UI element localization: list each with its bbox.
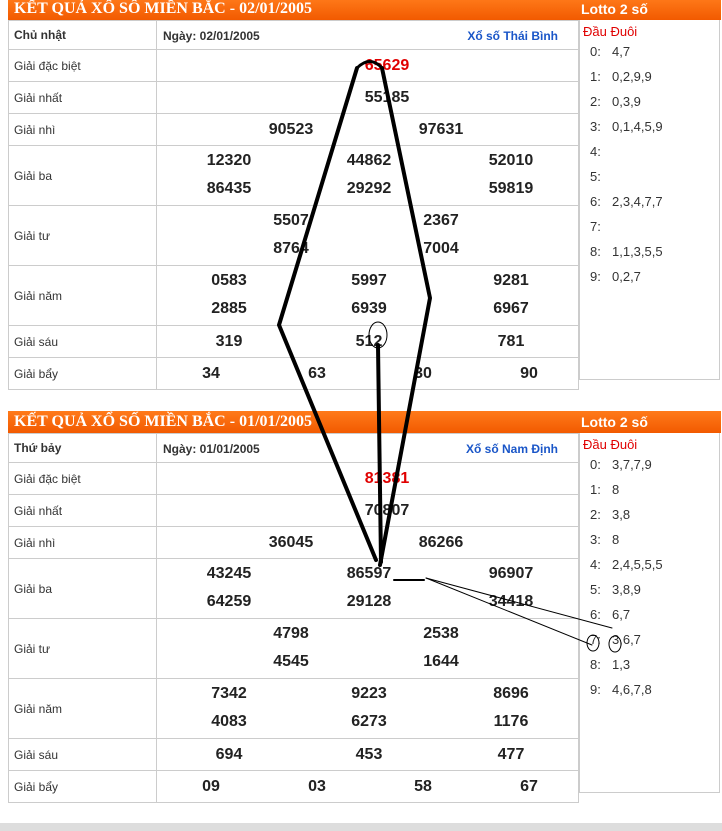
- prize-number: 34: [202, 365, 220, 382]
- special-prize-numbers: [157, 50, 579, 82]
- lotto-row: [580, 477, 719, 502]
- date-province: [157, 434, 579, 463]
- lotto-row: [580, 239, 719, 264]
- prize-number: 6967: [493, 300, 529, 317]
- lotto-head: 4:: [590, 557, 601, 572]
- lotto-row: [580, 139, 719, 164]
- lotto-tails: 0,2,7: [612, 269, 641, 284]
- third-prize-row: [9, 559, 579, 619]
- fifth-prize-label: Giải năm: [9, 266, 157, 326]
- date-province: [157, 21, 579, 50]
- prize-number: 8764: [273, 240, 309, 257]
- fourth-prize-numbers: [157, 619, 579, 679]
- lotto-head: 1:: [590, 482, 601, 497]
- lotto-head: 8:: [590, 657, 601, 672]
- lotto-row: [580, 652, 719, 677]
- prize-number: 30: [414, 365, 432, 382]
- lotto-row: [580, 552, 719, 577]
- lotto-head: 5:: [590, 169, 601, 184]
- prize-number: 86266: [418, 534, 464, 551]
- first-prize-label: Giải nhất: [9, 495, 157, 527]
- special-prize-row: [9, 463, 579, 495]
- lotto-row: [580, 502, 719, 527]
- lotto-head: 3:: [590, 119, 601, 134]
- seventh-prize-label: Giải bẩy: [9, 771, 157, 803]
- lotto-row: [580, 39, 719, 64]
- prize-number: 59819: [488, 180, 534, 197]
- first-prize-numbers: [157, 82, 579, 114]
- lotto-row: [580, 452, 719, 477]
- prize-number: 7004: [423, 240, 459, 257]
- lotto-head: 6:: [590, 607, 601, 622]
- third-prize-row: [9, 146, 579, 206]
- prize-number: 2367: [423, 212, 459, 229]
- lotto-head: 9:: [590, 269, 601, 284]
- fifth-prize-row: [9, 266, 579, 326]
- seventh-prize-label: Giải bẩy: [9, 358, 157, 390]
- sixth-prize-numbers: [157, 739, 579, 771]
- prize-number: 29292: [346, 180, 392, 197]
- day-label: Thứ bảy: [9, 434, 157, 463]
- seventh-prize-row: [9, 358, 579, 390]
- lotto-tails: 2,4,5,5,5: [612, 557, 663, 572]
- results-table: [8, 433, 579, 803]
- first-prize-label: Giải nhất: [9, 82, 157, 114]
- date-label: Ngày: 02/01/2005: [163, 29, 260, 43]
- second-prize-numbers: [157, 114, 579, 146]
- prize-number: 2538: [423, 625, 459, 642]
- prize-number: 6939: [351, 300, 387, 317]
- third-prize-numbers: [157, 146, 579, 206]
- result-title: KẾT QUẢ XỔ SỐ MIỀN BẮC - 02/01/2005: [14, 0, 312, 17]
- prize-number: 4545: [273, 653, 309, 670]
- province-link[interactable]: Xổ số Nam Định: [465, 442, 558, 456]
- second-prize-row: [9, 527, 579, 559]
- lotto-tails: 3,8: [612, 507, 631, 522]
- prize-number: 4798: [273, 625, 309, 642]
- result-header: [8, 411, 721, 433]
- lotto-tails: 3,7,7,9: [612, 457, 652, 472]
- lotto-head: 0:: [590, 44, 601, 59]
- first-prize-row: [9, 495, 579, 527]
- lotto-head: 9:: [590, 682, 601, 697]
- prize-number: 86597: [346, 565, 392, 582]
- prize-number: 8696: [493, 685, 529, 702]
- prize-number: 2885: [211, 300, 247, 317]
- lotto-panel: [579, 433, 720, 793]
- prize-number: 36045: [268, 534, 314, 551]
- lotto-tails: 3,6,7: [612, 632, 641, 647]
- lotto-tails: 2,3,4,7,7: [612, 194, 663, 209]
- sixth-prize-numbers: [157, 326, 579, 358]
- prize-number: 7342: [211, 685, 247, 702]
- lotto-row: [580, 677, 719, 702]
- second-prize-label: Giải nhì: [9, 114, 157, 146]
- fourth-prize-row: [9, 206, 579, 266]
- lotto-row: [580, 89, 719, 114]
- prize-number: 90: [520, 365, 538, 382]
- prize-number: 9223: [351, 685, 387, 702]
- prize-number: 52010: [488, 152, 534, 169]
- lotto-head: 4:: [590, 144, 601, 159]
- lotto-row: [580, 214, 719, 239]
- second-prize-numbers: [157, 527, 579, 559]
- seventh-prize-numbers: [157, 358, 579, 390]
- fourth-prize-numbers: [157, 206, 579, 266]
- lotto-title: Lotto 2 số: [581, 414, 648, 430]
- lotto-head: 0:: [590, 457, 601, 472]
- prize-number: 5507: [273, 212, 309, 229]
- prize-number: 81381: [364, 470, 410, 487]
- prize-number: 63: [308, 365, 326, 382]
- prize-number: 781: [497, 333, 525, 350]
- lotto-row: [580, 627, 719, 652]
- prize-number: 0583: [211, 272, 247, 289]
- lotto-head: 2:: [590, 507, 601, 522]
- lotto-tails: 0,2,9,9: [612, 69, 652, 84]
- special-prize-label: Giải đặc biệt: [9, 463, 157, 495]
- lotto-title: Lotto 2 số: [581, 1, 648, 17]
- prize-number: 12320: [206, 152, 252, 169]
- info-row: [9, 434, 579, 463]
- prize-number: 97631: [418, 121, 464, 138]
- lotto-row: [580, 189, 719, 214]
- lotto-tails: 4,6,7,8: [612, 682, 652, 697]
- prize-number: 90523: [268, 121, 314, 138]
- lotto-head: 2:: [590, 94, 601, 109]
- result-header: [8, 0, 721, 20]
- prize-number: 86435: [206, 180, 252, 197]
- special-prize-numbers: [157, 463, 579, 495]
- second-prize-row: [9, 114, 579, 146]
- lotto-row: [580, 264, 719, 289]
- prize-number: 1644: [423, 653, 459, 670]
- prize-number: 65629: [364, 57, 410, 74]
- prize-number: 1176: [493, 713, 529, 730]
- prize-number: 6273: [351, 713, 387, 730]
- prize-number: 58: [414, 778, 432, 795]
- lotto-tails: 8: [612, 482, 620, 497]
- fourth-prize-label: Giải tư: [9, 206, 157, 266]
- result-title: KẾT QUẢ XỔ SỐ MIỀN BẮC - 01/01/2005: [14, 413, 312, 430]
- first-prize-numbers: [157, 495, 579, 527]
- sixth-prize-label: Giải sáu: [9, 739, 157, 771]
- special-prize-label: Giải đặc biệt: [9, 50, 157, 82]
- lotto-row: [580, 527, 719, 552]
- second-prize-label: Giải nhì: [9, 527, 157, 559]
- info-row: [9, 21, 579, 50]
- third-prize-label: Giải ba: [9, 559, 157, 619]
- prize-number: 5997: [351, 272, 387, 289]
- lotto-tails: 1,1,3,5,5: [612, 244, 663, 259]
- lotto-head: 3:: [590, 532, 601, 547]
- lotto-row: [580, 602, 719, 627]
- third-prize-numbers: [157, 559, 579, 619]
- lotto-tails: 3,8,9: [612, 582, 641, 597]
- seventh-prize-row: [9, 771, 579, 803]
- lotto-row: [580, 164, 719, 189]
- fourth-prize-label: Giải tư: [9, 619, 157, 679]
- lotto-row: [580, 114, 719, 139]
- prize-number: 09: [202, 778, 220, 795]
- prize-number: 512: [355, 333, 383, 350]
- lotto-head: 5:: [590, 582, 601, 597]
- sixth-prize-row: [9, 326, 579, 358]
- prize-number: 55185: [364, 89, 410, 106]
- prize-number: 9281: [493, 272, 529, 289]
- lotto-head: 7:: [590, 632, 601, 647]
- first-prize-row: [9, 82, 579, 114]
- lotto-head: 1:: [590, 69, 601, 84]
- lotto-column-header: Đầu Đuôi: [583, 24, 638, 39]
- prize-number: 453: [355, 746, 383, 763]
- results-table: [8, 20, 579, 390]
- prize-number: 03: [308, 778, 326, 795]
- third-prize-label: Giải ba: [9, 146, 157, 206]
- lotto-head: 6:: [590, 194, 601, 209]
- sixth-prize-row: [9, 739, 579, 771]
- fourth-prize-row: [9, 619, 579, 679]
- lotto-tails: 8: [612, 532, 620, 547]
- prize-number: 44862: [346, 152, 392, 169]
- prize-number: 694: [215, 746, 243, 763]
- fifth-prize-numbers: [157, 679, 579, 739]
- seventh-prize-numbers: [157, 771, 579, 803]
- prize-number: 29128: [346, 593, 392, 610]
- lotto-tails: 0,3,9: [612, 94, 641, 109]
- lotto-row: [580, 64, 719, 89]
- prize-number: 34418: [488, 593, 534, 610]
- prize-number: 96907: [488, 565, 534, 582]
- lotto-head: 7:: [590, 219, 601, 234]
- day-label: Chủ nhật: [9, 21, 157, 50]
- lotto-head: 8:: [590, 244, 601, 259]
- special-prize-row: [9, 50, 579, 82]
- fifth-prize-row: [9, 679, 579, 739]
- prize-number: 319: [215, 333, 243, 350]
- fifth-prize-numbers: [157, 266, 579, 326]
- prize-number: 67: [520, 778, 538, 795]
- date-label: Ngày: 01/01/2005: [163, 442, 260, 456]
- prize-number: 70807: [364, 502, 410, 519]
- fifth-prize-label: Giải năm: [9, 679, 157, 739]
- footer-bar: [0, 823, 722, 831]
- prize-number: 43245: [206, 565, 252, 582]
- lotto-panel: [579, 20, 720, 380]
- lotto-tails: 6,7: [612, 607, 631, 622]
- lotto-tails: 1,3: [612, 657, 631, 672]
- lotto-row: [580, 577, 719, 602]
- sixth-prize-label: Giải sáu: [9, 326, 157, 358]
- lotto-tails: 4,7: [612, 44, 631, 59]
- prize-number: 4083: [211, 713, 247, 730]
- prize-number: 64259: [206, 593, 252, 610]
- province-link[interactable]: Xổ số Thái Bình: [467, 29, 558, 43]
- prize-number: 477: [497, 746, 525, 763]
- lotto-tails: 0,1,4,5,9: [612, 119, 663, 134]
- lotto-column-header: Đầu Đuôi: [583, 437, 638, 452]
